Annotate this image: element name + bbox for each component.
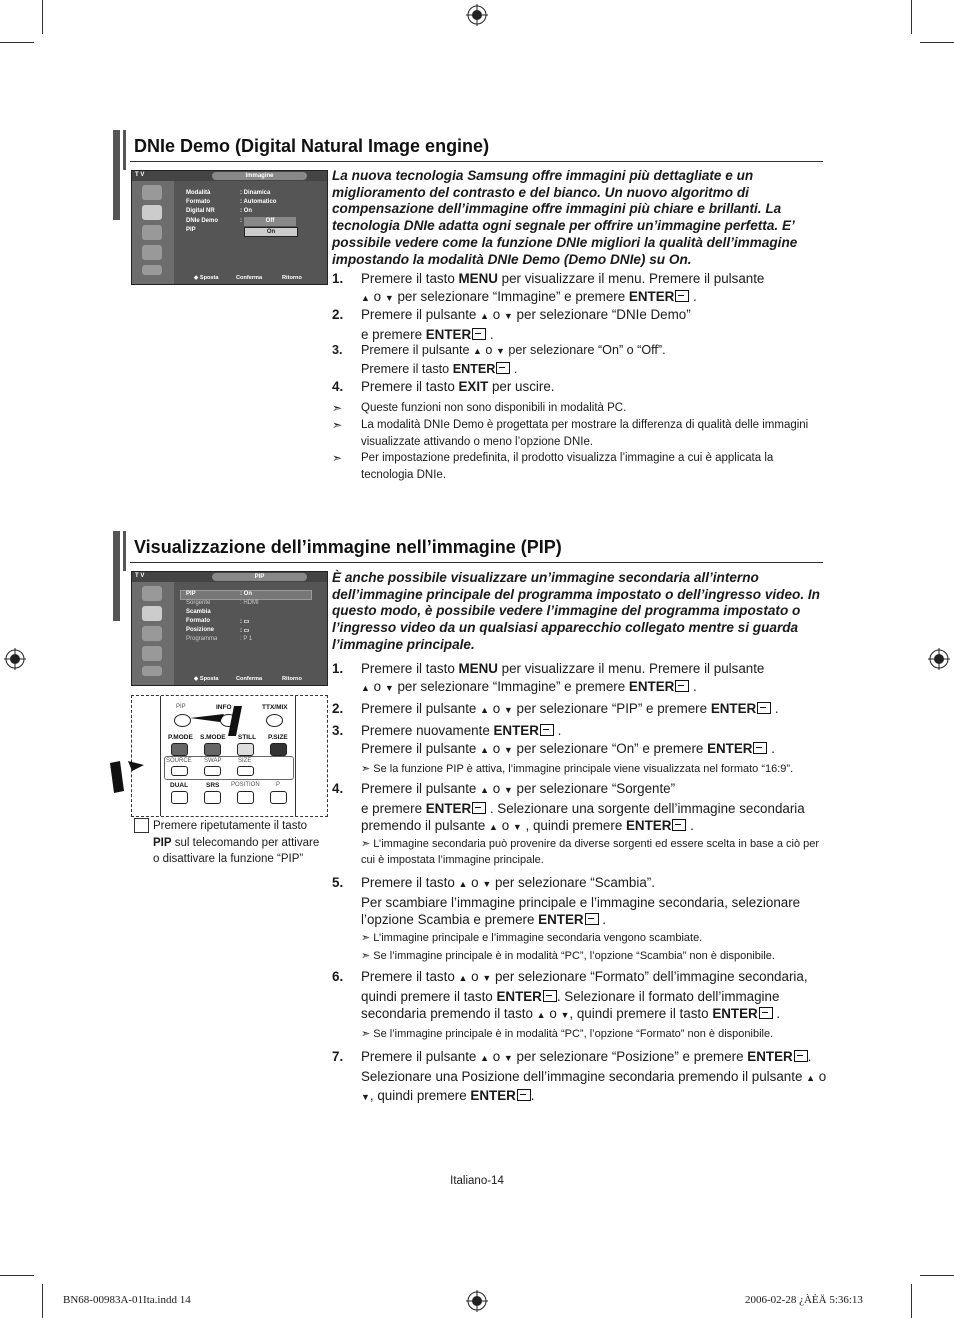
step: 4. Premere il pulsante ▲ o ▼ per selezionare “Sorgente” e premere ENTER . Selezionare una sorgente dell’immagine secondaria premendo il pulsante ▲ o ▼ , quindi premere ENTER . bbox=[332, 781, 805, 833]
step: 5. Premere il tasto ▲ o ▼ per selezionare “Scambia”. Per scambiare l’immagine principale e l’immagine secondaria, selezionare l’opzione Scambia e premere ENTER . bbox=[332, 875, 801, 927]
tv-tab: T V bbox=[135, 172, 145, 178]
crop-mark bbox=[0, 42, 34, 43]
crop-mark bbox=[42, 1284, 43, 1318]
tv-menu-value: : ▭ bbox=[240, 628, 250, 634]
section-rule bbox=[130, 161, 823, 162]
tv-menu-screenshot bbox=[131, 170, 328, 285]
print-date: 2006-02-28 ¿ÀÈÄ 5:36:13 bbox=[745, 1294, 863, 1306]
setup-icon bbox=[142, 666, 162, 676]
step: 7. Premere il pulsante ▲ o ▼ per selezionare “Posizione” e premere ENTER . Selezionare una Posizione dell’immagine secondaria premendo il pulsante ▲ o ▼, quindi premere ENTER . bbox=[332, 1049, 827, 1103]
tv-menu-footer: ◆ Sposta Conferma Ritorno bbox=[194, 676, 302, 682]
step: 1. Premere il tasto MENU per visualizzare il menu. Premere il pulsante ▲ o ▼ per selezionare “Immagine” e premere ENTER . bbox=[332, 661, 765, 694]
section-rule bbox=[130, 562, 823, 563]
section-intro: È anche possibile visualizzare un’immagine secondaria all’interno dell’immagine principale del programma impostato o dell’ingresso video. In questo modo, è possibile vedere l’immagine del programma impostato o l’ingresso video da un qualsiasi apparecchio collegato mentre si guarda l’immagine principale. bbox=[332, 570, 820, 652]
picture-icon bbox=[142, 586, 162, 601]
tv-menu-screenshot bbox=[131, 571, 328, 686]
tv-menu-value: : On bbox=[240, 591, 252, 597]
sound-icon bbox=[142, 225, 162, 240]
swap-button-icon bbox=[204, 766, 221, 776]
tv-menu-value: : ▭ bbox=[240, 619, 250, 625]
section-bar bbox=[123, 130, 126, 170]
note: ➣ Queste funzioni non sono disponibili in modalità PC. bbox=[332, 401, 627, 415]
tv-menu-item: Sorgente bbox=[186, 600, 211, 606]
note: ➣ La modalità DNIe Demo è progettata per mostrare la differenza di qualità delle immagini visualizzate attivando o meno l’opzione DNIe. bbox=[332, 418, 809, 448]
step: 4. Premere il tasto EXIT per uscire. bbox=[332, 379, 555, 394]
channel-icon bbox=[142, 646, 162, 661]
ttx-button-icon bbox=[266, 714, 283, 727]
tv-tab: T V bbox=[135, 573, 145, 579]
channel-icon bbox=[142, 245, 162, 260]
crop-mark bbox=[0, 1275, 34, 1276]
step: 3. Premere il pulsante ▲ o ▼ per selezionare “On” o “Off”. Premere il tasto ENTER . bbox=[332, 343, 666, 376]
tv-option: Off bbox=[244, 217, 296, 226]
picture-icon bbox=[142, 205, 162, 220]
tv-menu-item: PIP bbox=[186, 591, 196, 597]
source-button-icon bbox=[171, 766, 188, 776]
tv-menu-item: PIP bbox=[186, 227, 196, 233]
size-button-icon bbox=[237, 766, 254, 776]
note: ➣ Per impostazione predefinita, il prodotto visualizza l’immagine a cui è applicata la tecnologia DNIe. bbox=[332, 451, 774, 481]
step: 6. Premere il tasto ▲ o ▼ per selezionare “Formato” dell’immagine secondaria, quindi premere il tasto ENTER . Selezionare il formato dell’immagine secondaria premendo il tasto ▲ o ▼, quindi premere il tasto ENTER . bbox=[332, 969, 808, 1021]
tv-menu-value: : HDMI bbox=[240, 600, 259, 606]
note: ➣ L’immagine principale e l’immagine secondaria vengono scambiate. bbox=[361, 932, 703, 944]
tv-menu-item: Scambia bbox=[186, 609, 211, 615]
tv-menu-item: Programma bbox=[186, 636, 218, 642]
note: ➣ Se l’immagine principale è in modalità “PC”, l’opzione “Scambia” non è disponibile. bbox=[361, 950, 775, 962]
step: 3. Premere nuovamente ENTER . Premere il pulsante ▲ o ▼ per selezionare “On” e premere ENTER . bbox=[332, 723, 775, 756]
registration-mark-icon bbox=[4, 648, 26, 670]
tv-menu-item: DNIe Demo bbox=[186, 218, 219, 224]
tv-menu-item: Digital NR bbox=[186, 208, 215, 214]
tv-menu-footer: ◆ Sposta Conferma Ritorno bbox=[194, 275, 302, 281]
tv-menu-value: : P 1 bbox=[240, 636, 253, 642]
pointer-arrow-icon bbox=[190, 706, 250, 751]
crop-mark bbox=[911, 0, 912, 34]
position-button-icon bbox=[237, 791, 254, 804]
section-intro: La nuova tecnologia Samsung offre immagini più dettagliate e un miglioramento del contrasto e del bianco. Un nuovo algoritmo di compensazione dell’immagine offre immagini più chiare e brillanti. La tecnologia DNIe adatta ogni segnale per offrire un’immagine perfetta. E’ possibile vedere come la funzione DNIe migliori la qualità dell’immagine impostando la modalità DNIe Demo (Demo DNIe) su On. bbox=[332, 168, 798, 267]
section-bar bbox=[113, 130, 120, 220]
hand-icon bbox=[134, 818, 149, 833]
note: ➣ Se l’immagine principale è in modalità “PC”, l’opzione “Formato” non è disponibile. bbox=[361, 1028, 774, 1040]
tv-option-selected: On bbox=[244, 227, 298, 237]
section-bar bbox=[123, 531, 126, 571]
picture-icon bbox=[142, 185, 162, 200]
tv-menu-value: : Automatico bbox=[240, 199, 277, 205]
crop-mark bbox=[920, 42, 954, 43]
channel-down-button-icon bbox=[270, 791, 287, 804]
crop-mark bbox=[42, 0, 43, 34]
registration-mark-icon bbox=[466, 1290, 488, 1312]
tv-menu-value: : bbox=[240, 218, 242, 224]
registration-mark-icon bbox=[928, 648, 950, 670]
tv-menu-header: Immagine bbox=[212, 172, 307, 180]
page-number: Italiano-14 bbox=[450, 1175, 504, 1187]
pip-button-icon bbox=[174, 714, 191, 727]
section-title: Visualizzazione dell’immagine nell’immagine (PIP) bbox=[134, 537, 562, 557]
side-note: Premere ripetutamente il tasto PIP sul telecomando per attivare o disattivare la funzione “PIP” bbox=[153, 820, 320, 865]
pointer-arrow-icon bbox=[110, 751, 170, 796]
note: ➣ L’immagine secondaria può provenire da diverse sorgenti ed essere scelta in base a ciò per cui è impostata l’immagine principale. bbox=[361, 838, 820, 866]
sound-icon bbox=[142, 626, 162, 641]
srs-button-icon bbox=[204, 791, 221, 804]
file-info: BN68-00983A-01Ita.indd 14 bbox=[63, 1294, 191, 1306]
registration-mark-icon bbox=[466, 4, 488, 26]
psize-button-icon bbox=[270, 743, 287, 756]
section-title: DNIe Demo (Digital Natural Image engine) bbox=[134, 136, 490, 156]
dual-button-icon bbox=[171, 791, 188, 804]
crop-mark bbox=[911, 1284, 912, 1318]
picture-icon bbox=[142, 606, 162, 621]
tv-menu-value: : Dinamica bbox=[240, 190, 271, 196]
remote-control-illustration: PIP INFO TTX/MIX P.MODE S.MODE STILL P.SIZE SOURCE SWAP SIZE DUAL SRS POSITION P bbox=[131, 695, 328, 817]
step: 2. Premere il pulsante ▲ o ▼ per selezionare “DNIe Demo” e premere ENTER . bbox=[332, 307, 691, 342]
setup-icon bbox=[142, 265, 162, 275]
tv-menu-item: Formato bbox=[186, 199, 210, 205]
tv-menu-item: Modalità bbox=[186, 190, 211, 196]
step: 2. Premere il pulsante ▲ o ▼ per selezionare “PIP” e premere ENTER . bbox=[332, 701, 779, 716]
tv-menu-item: Formato bbox=[186, 618, 210, 624]
step: 1. Premere il tasto MENU per visualizzare il menu. Premere il pulsante ▲ o ▼ per selezionare “Immagine” e premere ENTER . bbox=[332, 271, 765, 304]
tv-menu-value: : On bbox=[240, 208, 252, 214]
crop-mark bbox=[920, 1275, 954, 1276]
tv-menu-header: PIP bbox=[212, 573, 307, 581]
pmode-button-icon bbox=[171, 743, 188, 756]
note: ➣ Se la funzione PIP è attiva, l’immagine principale viene visualizzata nel formato “16:9”. bbox=[361, 763, 794, 775]
tv-menu-item: Posizione bbox=[186, 627, 215, 633]
section-bar bbox=[113, 531, 120, 621]
